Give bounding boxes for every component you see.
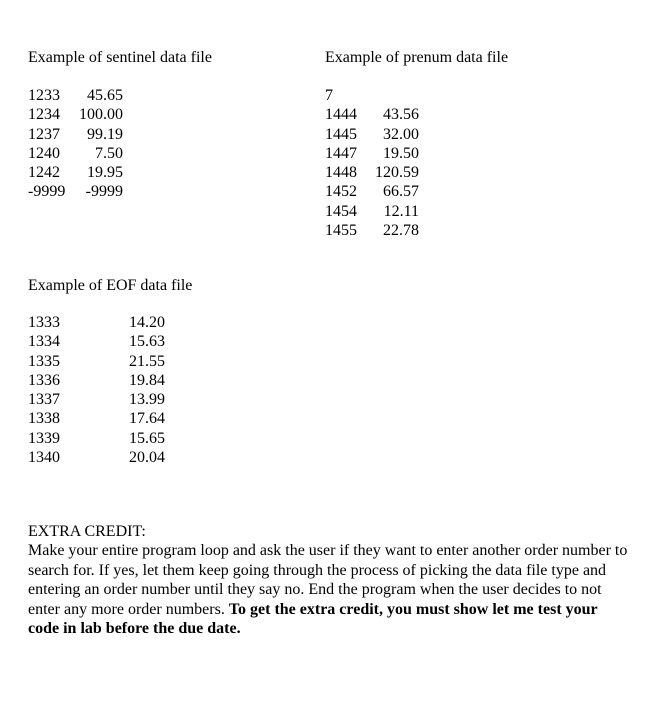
order-number: 1339 xyxy=(28,429,60,447)
order-number: 1237 xyxy=(28,125,60,143)
order-amount: 19.84 xyxy=(129,371,165,389)
prenum-row xyxy=(325,125,435,144)
order-number: 1445 xyxy=(325,125,357,143)
sentinel-row xyxy=(28,182,138,201)
order-number: 1336 xyxy=(28,371,60,389)
prenum-row xyxy=(325,182,435,201)
extra-credit-section xyxy=(28,522,628,638)
order-number: 1233 xyxy=(28,87,60,104)
order-amount: 43.56 xyxy=(383,106,419,124)
order-number: 1454 xyxy=(325,202,357,220)
prenum-row xyxy=(325,163,435,182)
order-amount: 15.63 xyxy=(129,333,165,351)
order-amount: 17.64 xyxy=(129,410,165,428)
order-amount: 21.55 xyxy=(129,352,165,370)
extra-credit-heading: EXTRA CREDIT: xyxy=(28,523,146,540)
order-amount: 66.57 xyxy=(383,183,419,201)
order-number: 1340 xyxy=(28,449,60,467)
sentinel-heading: Example of sentinel data file xyxy=(28,49,212,66)
eof-table xyxy=(28,313,178,467)
order-amount: 19.50 xyxy=(383,144,419,162)
eof-row xyxy=(28,371,178,390)
order-number: 1234 xyxy=(28,106,60,124)
prenum-row xyxy=(325,202,435,221)
order-amount: 32.00 xyxy=(383,125,419,143)
prenum-row xyxy=(325,221,435,240)
extra-credit-body: Make your entire program loop and ask the user if they want to enter another order number to search for. If yes, let them keep going through the process of picking the data file type and entering an order number until they say no. End the program when the user decides to not enter any more order numbers. xyxy=(28,542,628,618)
prenum-count: 7 xyxy=(325,87,333,104)
order-number: -9999 xyxy=(28,183,66,201)
order-number: 1333 xyxy=(28,314,60,331)
sentinel-row xyxy=(28,125,138,144)
sentinel-row xyxy=(28,163,138,182)
order-amount: 14.20 xyxy=(129,314,165,331)
order-number: 1240 xyxy=(28,144,60,162)
order-amount: 20.04 xyxy=(129,449,165,467)
extra-credit-text xyxy=(28,541,628,638)
eof-row xyxy=(28,390,178,409)
order-number: 1337 xyxy=(28,391,60,409)
order-number: 1447 xyxy=(325,144,357,162)
order-number: 1242 xyxy=(28,164,60,182)
order-amount: 15.65 xyxy=(129,429,165,447)
order-number: 1452 xyxy=(325,183,357,201)
eof-row xyxy=(28,332,178,351)
order-amount: 13.99 xyxy=(129,391,165,409)
sentinel-row xyxy=(28,105,138,124)
extra-credit-requirement: To get the extra credit, you must show let me test your code in lab before the due date. xyxy=(28,600,598,638)
prenum-row xyxy=(325,144,435,163)
order-number: 1448 xyxy=(325,164,357,182)
order-amount: 99.19 xyxy=(87,125,123,143)
eof-row xyxy=(28,313,178,332)
order-amount: 19.95 xyxy=(87,164,123,182)
eof-row xyxy=(28,448,178,467)
sentinel-row xyxy=(28,144,138,163)
sentinel-table xyxy=(28,86,138,202)
eof-heading: Example of EOF data file xyxy=(28,277,193,294)
order-amount: 22.78 xyxy=(383,222,419,240)
order-amount: 120.59 xyxy=(375,164,419,182)
eof-row xyxy=(28,409,178,428)
order-number: 1334 xyxy=(28,333,60,351)
order-number: 1455 xyxy=(325,222,357,240)
eof-row xyxy=(28,352,178,371)
order-amount: 100.00 xyxy=(79,106,123,124)
prenum-table xyxy=(325,86,435,240)
order-amount: 45.65 xyxy=(87,87,123,104)
prenum-heading: Example of prenum data file xyxy=(325,49,509,66)
order-number: 1444 xyxy=(325,106,357,124)
order-amount: -9999 xyxy=(85,183,123,201)
order-amount: 7.50 xyxy=(95,144,123,162)
prenum-row xyxy=(325,105,435,124)
order-number: 1335 xyxy=(28,352,60,370)
eof-row xyxy=(28,429,178,448)
order-number: 1338 xyxy=(28,410,60,428)
order-amount: 12.11 xyxy=(383,202,419,220)
sentinel-row xyxy=(28,86,138,105)
